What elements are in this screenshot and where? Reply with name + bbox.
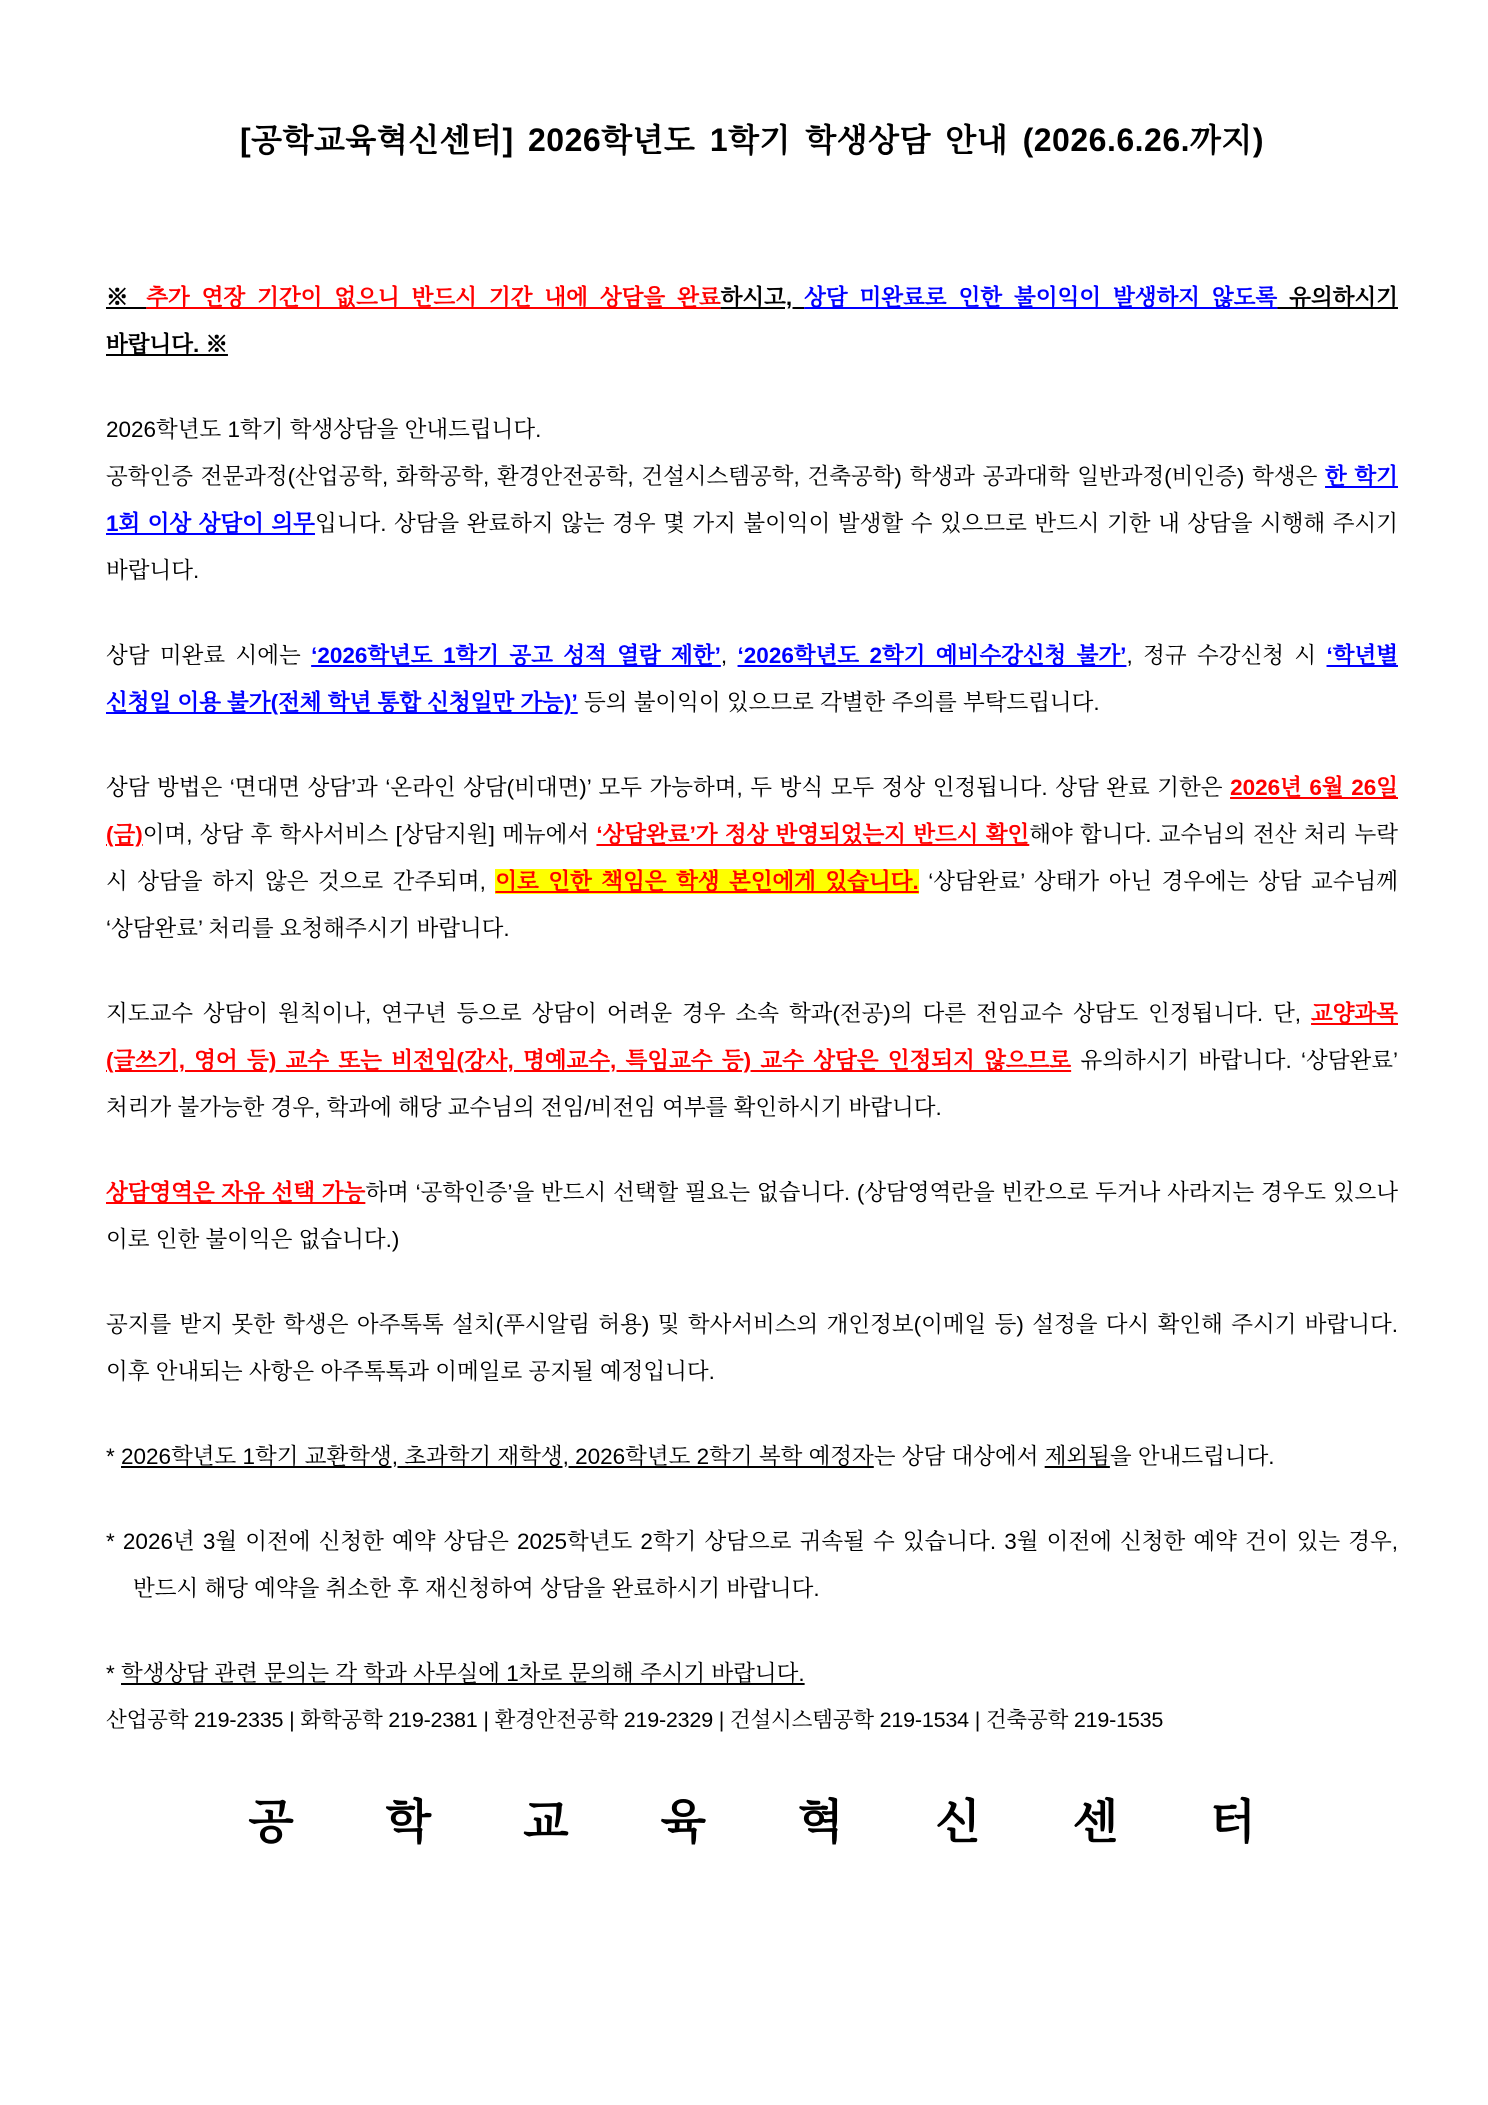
text-run: 이로 인한 책임은 학생 본인에게 있습니다. [495, 869, 919, 894]
contact-separator: | [968, 1708, 986, 1732]
department-contacts [106, 1697, 1398, 1744]
text-run: 제외됨 [1044, 1444, 1110, 1469]
intro-first-line: 2026학년도 1학기 학생상담을 안내드립니다. [106, 417, 542, 442]
text-run: 을 안내드립니다. [1109, 1444, 1275, 1469]
contact-separator: | [712, 1708, 730, 1732]
text-run: 2026학년도 1학기 교환학생, 초과학기 재학생, 2026학년도 2학기 복학 예정자 [121, 1444, 874, 1469]
text-run: 유의하시기 바랍니다. ‘상담완료’ 처리가 불가능한 경우, 학과에 해당 교수님의 전임/비전임 여부를 확인하시기 바랍니다. [106, 1048, 1398, 1120]
text-run: ‘2026학년도 1학기 공고 성적 열람 제한’ [311, 643, 721, 668]
text-run: 상담영역은 자유 선택 가능 [106, 1180, 366, 1205]
text-run: 상담 미완료 시에는 [106, 643, 312, 668]
text-run: 한 학기 1회 이상 상담이 의무 [106, 464, 1398, 536]
notification-paragraph [106, 1301, 1398, 1395]
text-run: 해야 합니다. 교수님의 전산 처리 누락 시 상담을 하지 않은 것으로 간주되며, [106, 822, 1398, 894]
page-title: [공학교육혁신센터] 2026학년도 1학기 학생상담 안내 (2026.6.26.까지) [240, 122, 1264, 158]
method-deadline-paragraph [106, 764, 1398, 952]
contact-item: 환경안전공학 219-2329 [494, 1708, 713, 1732]
reservation-note [106, 1518, 1398, 1612]
text-run: 이며, 상담 후 학사서비스 [상담지원] 메뉴에서 [142, 822, 597, 847]
contact-item: 화학공학 219-2381 [300, 1708, 478, 1732]
text-run: * 2026년 3월 이전에 신청한 예약 상담은 2025학년도 2학기 상담으로 귀속될 수 있습니다. 3월 이전에 신청한 예약 건이 있는 경우, 반드시 해당 예약을 취소한 후 재신청하여 상담을 완료하시기 바랍니다. [106, 1529, 1398, 1601]
text-run: 하며 ‘공학인증’을 반드시 선택할 필요는 없습니다. (상담영역란을 빈칸으로 두거나 사라지는 경우도 있으나 이로 인한 불이익은 없습니다.) [106, 1180, 1398, 1252]
text-run: ‘상담완료’ 상태가 아닌 경우에는 상담 교수님께 ‘상담완료’ 처리를 요청해주시기 바랍니다. [106, 869, 1398, 941]
contact-separator: | [477, 1708, 495, 1732]
text-run: 추가 연장 기간이 없으니 반드시 기간 내에 상담을 완료 [146, 285, 721, 310]
text-run: ※ [106, 285, 147, 310]
text-run: ‘상담완료’가 정상 반영되었는지 반드시 확인 [596, 822, 1030, 847]
excluded-students-note [106, 1433, 1398, 1480]
text-run: , 정규 수강신청 시 [1126, 643, 1327, 668]
text-run: * [106, 1661, 122, 1686]
text-run: 유의하시기 바랍니다. ※ [106, 285, 1398, 357]
text-run: 상담 미완료로 인한 불이익이 발생하지 않도록 [804, 285, 1278, 310]
text-run: 는 상담 대상에서 [873, 1444, 1045, 1469]
text-run: 학생상담 관련 문의는 각 학과 사무실에 1차로 문의해 주시기 바랍니다. [121, 1661, 805, 1686]
contact-separator: | [283, 1708, 301, 1732]
text-run: 공학인증 전문과정(산업공학, 화학공학, 환경안전공학, 건설시스템공학, 건축공학) 학생과 공과대학 일반과정(비인증) 학생은 [106, 464, 1326, 489]
contact-item: 건설시스템공학 219-1534 [729, 1708, 969, 1732]
advisor-paragraph [106, 990, 1398, 1131]
text-run: 공지를 받지 못한 학생은 아주톡톡 설치(푸시알림 허용) 및 학사서비스의 개인정보(이메일 등) 설정을 다시 확인해 주시기 바랍니다. 이후 안내되는 사항은 아주톡톡과 이메일로 공지될 예정입니다. [106, 1312, 1398, 1384]
text-run: 2026년 6월 26일(금) [106, 775, 1398, 847]
contact-item: 산업공학 219-2335 [106, 1708, 284, 1732]
counsel-area-paragraph [106, 1169, 1398, 1263]
intro-body [106, 453, 1398, 594]
text-run: * [106, 1444, 122, 1469]
center-signature: 공학교육혁신센터 [248, 1795, 1348, 1848]
text-run: ‘학년별 신청일 이용 불가(전체 학년 통합 신청일만 가능)’ [106, 643, 1398, 715]
text-run: ‘2026학년도 2학기 예비수강신청 불가’ [737, 643, 1127, 668]
text-run: 상담 방법은 ‘면대면 상담’과 ‘온라인 상담(비대면)’ 모두 가능하며, 두 방식 모두 정상 인정됩니다. 상담 완료 기한은 [106, 775, 1231, 800]
inquiry-note [106, 1650, 1398, 1697]
text-run: 지도교수 상담이 원칙이나, 연구년 등으로 상담이 어려운 경우 소속 학과(전공)의 다른 전임교수 상담도 인정됩니다. 단, [106, 1001, 1312, 1026]
text-run: 하시고, [720, 285, 805, 310]
deadline-warning [106, 274, 1398, 368]
text-run: , [720, 643, 738, 668]
text-run: 교양과목(글쓰기, 영어 등) 교수 또는 비전임(강사, 명예교수, 특임교수 등) 교수 상담은 인정되지 않으므로 [106, 1001, 1398, 1073]
text-run: 입니다. 상담을 완료하지 않는 경우 몇 가지 불이익이 발생할 수 있으므로 반드시 기한 내 상담을 시행해 주시기 바랍니다. [106, 511, 1398, 583]
contact-item: 건축공학 219-1535 [985, 1708, 1164, 1732]
text-run: 등의 불이익이 있으므로 각별한 주의를 부탁드립니다. [577, 690, 1100, 715]
penalty-paragraph [106, 632, 1398, 726]
intro-paragraph [106, 406, 1398, 594]
